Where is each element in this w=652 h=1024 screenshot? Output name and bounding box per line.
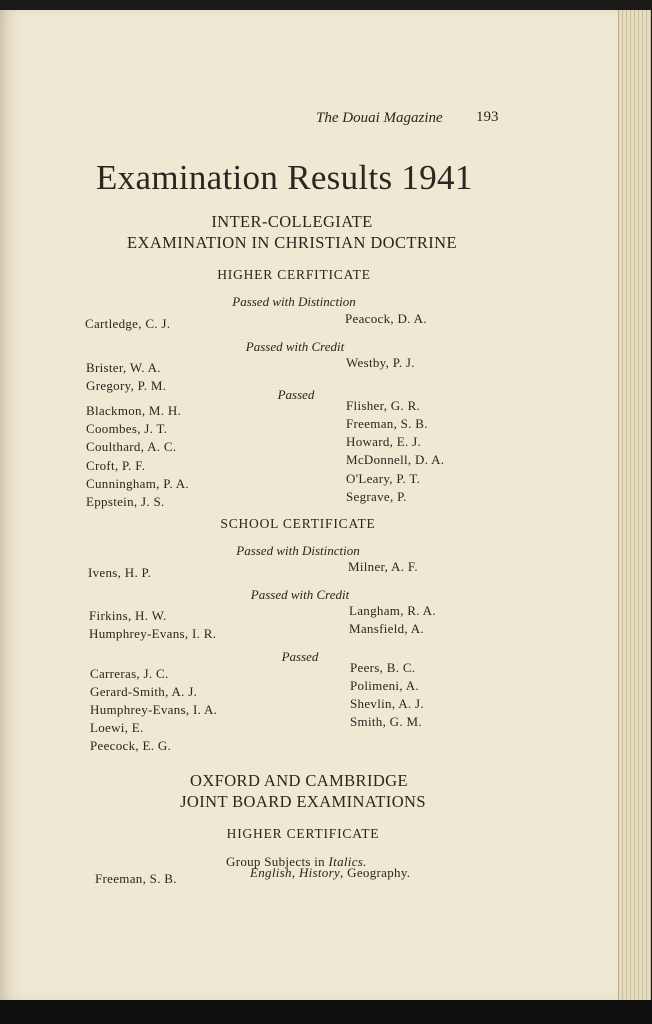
list-item: Segrave, P. bbox=[346, 489, 407, 504]
section-heading-joint-board: JOINT BOARD EXAMINATIONS bbox=[180, 792, 426, 811]
list-item: Langham, R. A. bbox=[349, 603, 436, 618]
list-item: Blackmon, M. H. bbox=[86, 403, 182, 418]
list-item: Mansfield, A. bbox=[349, 621, 425, 636]
list-item: Ivens, H. P. bbox=[88, 565, 152, 580]
section-heading-inter-collegiate: INTER-COLLEGIATE bbox=[211, 212, 373, 231]
subheading-school-certificate: SCHOOL CERTIFICATE bbox=[220, 516, 376, 531]
label-passed-with-distinction: Passed with Distinction bbox=[236, 543, 360, 558]
list-item: McDonnell, D. A. bbox=[346, 452, 445, 467]
list-item: Loewi, E. bbox=[90, 720, 144, 735]
list-item: Humphrey-Evans, I. A. bbox=[90, 702, 218, 717]
list-item: Carreras, J. C. bbox=[90, 666, 169, 681]
subheading-higher-certificate: HIGHER CERTIFICATE bbox=[226, 826, 380, 841]
list-item: Croft, P. F. bbox=[86, 458, 146, 473]
list-item: Freeman, S. B. bbox=[95, 871, 177, 886]
label-passed-with-credit: Passed with Credit bbox=[245, 339, 345, 354]
list-item: Peacock, D. A. bbox=[345, 311, 427, 326]
list-item: Eppstein, J. S. bbox=[86, 494, 165, 509]
list-item: Shevlin, A. J. bbox=[350, 696, 424, 711]
list-item: Humphrey-Evans, I. R. bbox=[89, 626, 217, 641]
label-passed: Passed bbox=[281, 649, 319, 664]
list-item: Polimeni, A. bbox=[350, 678, 419, 693]
list-item: O'Leary, P. T. bbox=[346, 471, 421, 486]
list-item: Firkins, H. W. bbox=[89, 608, 167, 623]
list-item: Milner, A. F. bbox=[348, 559, 418, 574]
page-edges bbox=[618, 10, 651, 1000]
list-item: Gerard-Smith, A. J. bbox=[90, 684, 198, 699]
group-subjects-note: Group Subjects in Italics. bbox=[226, 854, 367, 869]
book-bottom-edge bbox=[0, 1000, 652, 1024]
list-item: Gregory, P. M. bbox=[86, 378, 167, 393]
list-item: Westby, P. J. bbox=[346, 355, 415, 370]
running-title: The Douai Magazine bbox=[316, 110, 443, 126]
list-item: Peers, B. C. bbox=[350, 660, 416, 675]
subject-list: English, History, Geography. bbox=[250, 865, 411, 880]
list-item: Brister, W. A. bbox=[86, 360, 161, 375]
list-item: Cartledge, C. J. bbox=[85, 316, 171, 331]
list-item: Freeman, S. B. bbox=[346, 416, 428, 431]
list-item: Peecock, E. G. bbox=[90, 738, 172, 753]
page-title: Examination Results 1941 bbox=[96, 158, 473, 197]
page-number: 193 bbox=[476, 109, 499, 125]
label-passed: Passed bbox=[277, 387, 315, 402]
subheading-higher-certificate: HIGHER CERFITICATE bbox=[217, 267, 371, 282]
list-item: Coulthard, A. C. bbox=[86, 439, 177, 454]
list-item: Cunningham, P. A. bbox=[86, 476, 189, 491]
section-heading-christian-doctrine: EXAMINATION IN CHRISTIAN DOCTRINE bbox=[127, 233, 457, 252]
label-passed-with-distinction: Passed with Distinction bbox=[232, 294, 356, 309]
label-passed-with-credit: Passed with Credit bbox=[250, 587, 350, 602]
list-item: Flisher, G. R. bbox=[346, 398, 421, 413]
section-heading-oxford-cambridge: OXFORD AND CAMBRIDGE bbox=[190, 771, 408, 790]
list-item: Coombes, J. T. bbox=[86, 421, 168, 436]
list-item: Smith, G. M. bbox=[350, 714, 422, 729]
list-item: Howard, E. J. bbox=[346, 434, 422, 449]
